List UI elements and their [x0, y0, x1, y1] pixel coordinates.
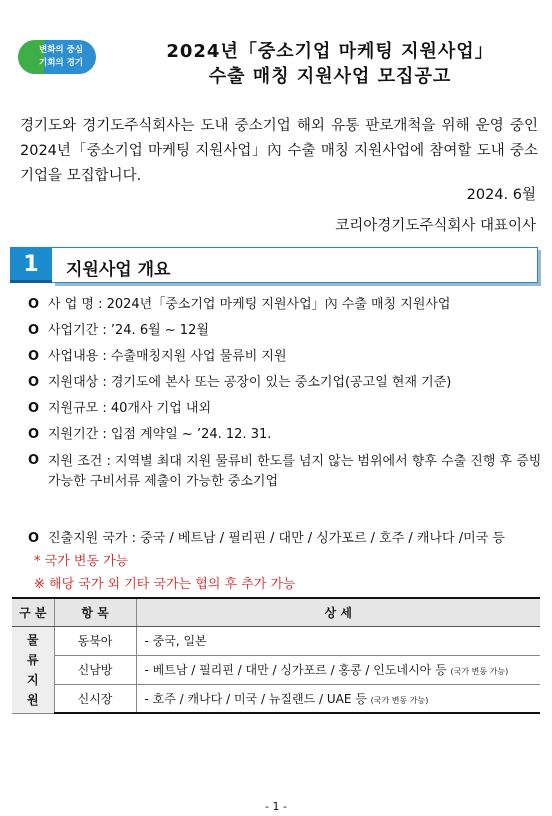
- circle-bullet-icon: O: [28, 375, 40, 390]
- note-country-change: * 국가 변동 가능: [34, 554, 129, 569]
- circle-bullet-icon: O: [28, 297, 40, 312]
- circle-bullet-icon: O: [28, 349, 40, 364]
- list-item: [28, 400, 543, 426]
- item-cell: 신시장: [54, 684, 136, 713]
- table-row: [12, 655, 540, 684]
- intro-paragraph: 경기도와 경기도주식회사는 도내 중소기업 해외 유통 판로개척을 위해 운영 중인 2024년「중소기업 마케팅 지원사업」內 수출 매칭 지원사업에 참여할 도내 중소기업을 모집합니다.: [20, 118, 538, 184]
- list-item: [28, 426, 543, 452]
- header-detail: 상 세: [136, 598, 540, 626]
- list-item: [28, 374, 543, 400]
- category-label: 물 류 지 원: [26, 632, 39, 707]
- detail-note: (국가 변동 가능): [450, 667, 509, 676]
- list-item: [28, 348, 543, 374]
- list-item-text: 지원규모 : 40개사 기업 내외: [48, 401, 212, 416]
- announcement-date: 2024. 6월: [466, 187, 536, 203]
- list-item-text: 지원기간 : 입점 계약일 ~ ’24. 12. 31.: [48, 427, 272, 442]
- list-item: [28, 322, 543, 348]
- list-item: [28, 452, 543, 510]
- detail-text: - 베트남 / 필리핀 / 대만 / 싱가포르 / 홍콩 / 인도네시아 등: [144, 663, 447, 677]
- item-cell: 동북아: [54, 626, 136, 655]
- list-item-text: 사업내용 : 수출매칭지원 사업 물류비 지원: [48, 349, 287, 364]
- list-item-text: 지원 조건 : 지역별 최대 지원 물류비 한도를 넘지 않는 범위에서 향후 수출 진행 후 증빙 가능한 구비서류 제출이 가능한 중소기업: [48, 454, 542, 489]
- circle-bullet-icon: O: [28, 531, 40, 546]
- circle-bullet-icon: O: [28, 401, 40, 416]
- issuer: 코리아경기도주식회사 대표이사: [335, 218, 536, 234]
- table-row: [12, 626, 540, 655]
- logistics-support-table: [12, 597, 540, 714]
- overview-list: [28, 296, 543, 556]
- header-item: 항 목: [54, 598, 136, 626]
- list-item-text: 지원대상 : 경기도에 본사 또는 공장이 있는 중소기업(공고일 현재 기준): [48, 375, 452, 390]
- detail-cell: [136, 655, 540, 684]
- page-number: - 1 -: [265, 800, 287, 813]
- logo-text: [30, 44, 92, 70]
- logo-line1: 변화의 중심: [38, 45, 83, 55]
- section-number: 1: [10, 247, 52, 283]
- section-header: [10, 247, 538, 283]
- list-item: [28, 296, 543, 322]
- detail-note: (국가 변동 가능): [370, 695, 429, 705]
- gyeonggi-logo: [18, 40, 96, 74]
- circle-bullet-icon: O: [28, 427, 40, 442]
- item-cell: 신남방: [54, 655, 136, 684]
- list-item-text: 사업기간 : ’24. 6월 ~ 12월: [48, 323, 209, 338]
- note-additional-countries: ※ 해당 국가 외 기타 국가는 협의 후 추가 가능: [34, 577, 296, 592]
- detail-text: - 호주 / 캐나다 / 미국 / 뉴질랜드 / UAE 등: [144, 691, 367, 706]
- circle-bullet-icon: O: [28, 453, 40, 468]
- circle-bullet-icon: O: [28, 323, 40, 338]
- category-cell: [12, 626, 54, 713]
- detail-cell: [136, 626, 540, 655]
- table-row: [12, 684, 540, 713]
- section-title: 지원사업 개요: [66, 260, 171, 280]
- header-category: 구 분: [12, 598, 54, 626]
- section-title-frame: [52, 247, 538, 283]
- logo-line2: 기회의 경기: [38, 58, 83, 68]
- detail-cell: [136, 684, 540, 713]
- table-header-row: [12, 598, 540, 626]
- detail-text: - 중국, 일본: [144, 634, 207, 648]
- page-title-line2: 수출 매칭 지원사업 모집공고: [208, 66, 452, 87]
- page-title-line1: 2024년「중소기업 마케팅 지원사업」: [166, 41, 494, 62]
- list-item-text: 진출지원 국가 : 중국 / 베트남 / 필리핀 / 대만 / 싱가포르 / 호주 / 캐나다 /미국 등: [48, 531, 505, 546]
- list-item-text: 사 업 명 : 2024년「중소기업 마케팅 지원사업」內 수출 매칭 지원사업: [48, 297, 451, 312]
